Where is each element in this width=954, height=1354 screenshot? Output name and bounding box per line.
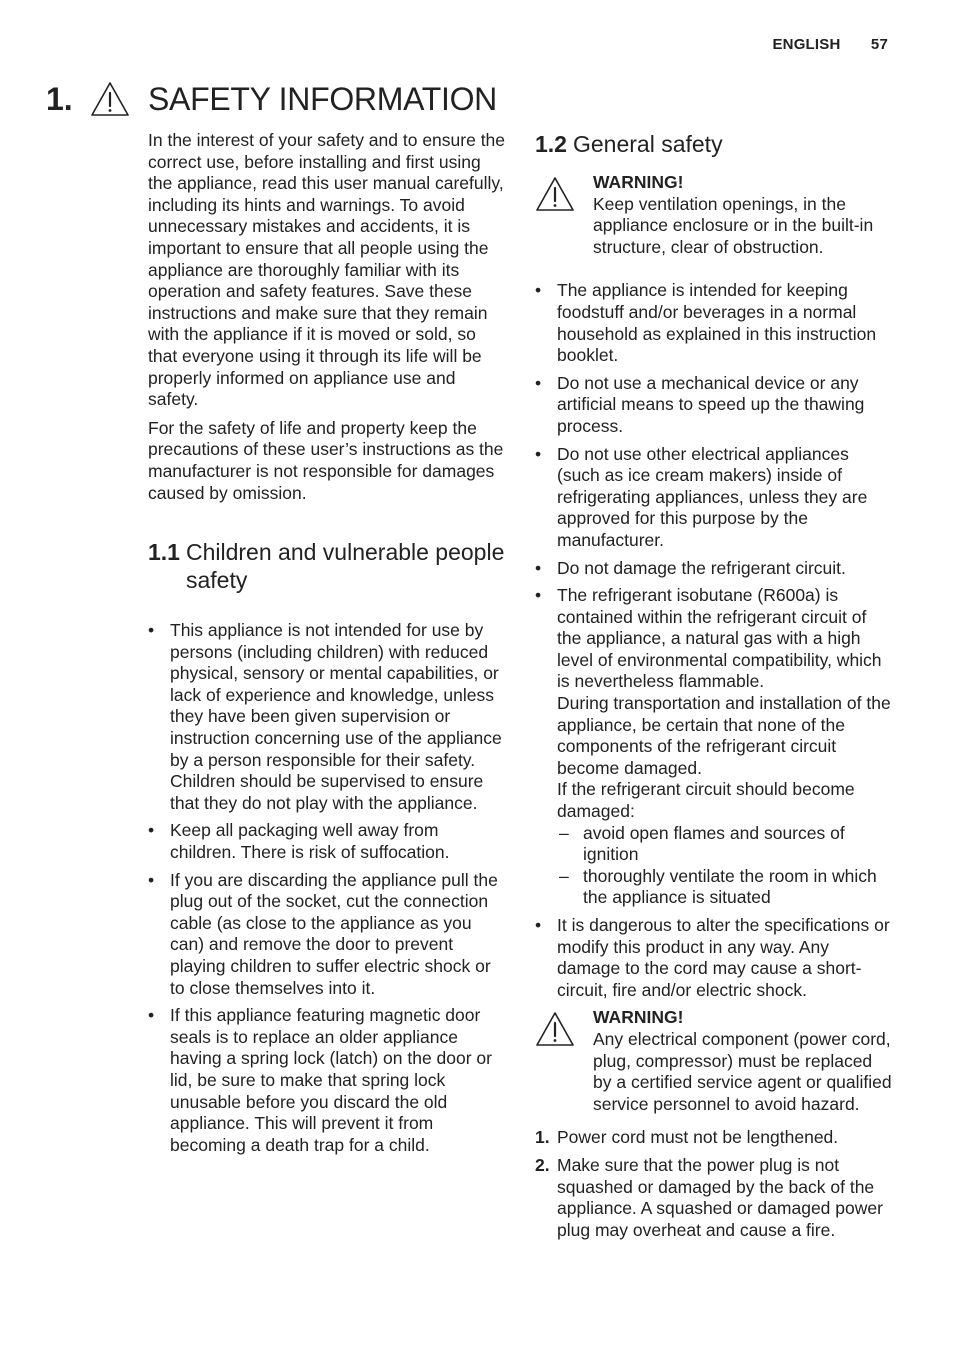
intro-paragraph: For the safety of life and property keep the precautions of these user’s instructions as the manufacturer is not responsible for damages caused by omission. bbox=[148, 417, 504, 503]
dash-list bbox=[557, 823, 895, 909]
warning-text: Any electrical component (power cord, plug, compressor) must be replaced by a certified service agent or qualified service personnel to avoid hazard. bbox=[593, 1028, 892, 1114]
list-item: • Do not use a mechanical device or any artificial means to speed up the thawing process. bbox=[535, 372, 865, 436]
page-header bbox=[772, 36, 888, 53]
list-item: • Keep all packaging well away from children. There is risk of suffocation. bbox=[148, 820, 450, 863]
section-title bbox=[46, 76, 497, 122]
numbered-list bbox=[535, 1127, 895, 1241]
list-item: • The appliance is intended for keeping foodstuff and/or beverages in a normal household as explained in this instruction booklet. bbox=[535, 280, 877, 366]
list-item: • Do not damage the refrigerant circuit. bbox=[535, 557, 846, 578]
subsection-heading-1-2 bbox=[535, 130, 895, 158]
warning-triangle-icon bbox=[535, 176, 575, 212]
subsection-number: 1.2 bbox=[535, 131, 567, 157]
subsection-title: General safety bbox=[572, 131, 723, 157]
dash-item: – thoroughly ventilate the room in which the appliance is situated bbox=[559, 865, 877, 908]
language-label: ENGLISH bbox=[772, 36, 841, 53]
children-safety-list bbox=[148, 620, 508, 1156]
intro-paragraph: In the interest of your safety and to ensure the correct use, before installing and first using the appliance, read this user manual carefully, including its hints and warnings. To avoid unnecessary mistakes and accidents, it is important to ensure that all people using the appliance are thoroughly familiar with its operation and safety features. Save these instructions and make sure that they remain with the appliance if it is moved or sold, so that everyone using it through its life will be properly informed on appliance use and safety. bbox=[148, 130, 506, 410]
general-safety-list bbox=[535, 280, 895, 1001]
warning-triangle-icon bbox=[535, 1011, 575, 1047]
list-item: • The refrigerant isobutane (R600a) is contained within the refrigerant circuit of the appliance, a natural gas with a high level of environmental compatibility, which is nevertheless flammable. During transportation and installation of the appliance, be certain that none of the components of the refrigerant circuit become damaged. If the refrigerant circuit should become damaged: – avoid open flames and sources of ignition – thoroughly ventilate the room in which the appliance is situated bbox=[535, 585, 895, 909]
list-item: • Do not use other electrical appliances (such as ice cream makers) inside of refrigerating appliances, unless they are approved for this purpose by the manufacturer. bbox=[535, 443, 868, 550]
list-item: • This appliance is not intended for use by persons (including children) with reduced physical, sensory or mental capabilities, or lack of experience and knowledge, unless they have been given supervision or instruction concerning use of the appliance by a person responsible for their safety. Children should be supervised to ensure that they do not play with the appliance. bbox=[148, 620, 502, 813]
warning-box bbox=[535, 1007, 895, 1115]
left-column bbox=[148, 130, 508, 1162]
numbered-item: 1. Power cord must not be lengthened. bbox=[535, 1127, 839, 1148]
warning-triangle-icon bbox=[90, 81, 130, 117]
subsection-title: Children and vulnerable people safety bbox=[185, 539, 505, 594]
warning-title: WARNING! bbox=[593, 172, 684, 192]
warning-text: Keep ventilation openings, in the appliance enclosure or in the built-in structure, clear of obstruction. bbox=[593, 193, 874, 257]
warning-box bbox=[535, 172, 895, 258]
list-item: • If you are discarding the appliance pull the plug out of the socket, cut the connection cable (as close to the appliance as you can) and remove the door to prevent playing children to suffer electric shock or to close themselves into it. bbox=[148, 869, 498, 998]
dash-item: – avoid open flames and sources of ignition bbox=[559, 822, 845, 865]
list-item: • It is dangerous to alter the specifications or modify this product in any way. Any damage to the cord may cause a short- circuit, fire and/or electric shock. bbox=[535, 915, 890, 1000]
numbered-item: 2. Make sure that the power plug is not squashed or damaged by the back of the appliance. A squashed or damaged power plug may overheat and cause a fire. bbox=[535, 1154, 883, 1240]
subsection-number: 1.1 bbox=[148, 539, 180, 566]
subsection-heading-1-1 bbox=[148, 538, 508, 594]
page-title: SAFETY INFORMATION bbox=[148, 80, 497, 117]
warning-title: WARNING! bbox=[593, 1007, 684, 1028]
right-column bbox=[535, 130, 895, 1241]
list-item: • If this appliance featuring magnetic door seals is to replace an older appliance having a spring lock (latch) on the door or lid, be sure to make that spring lock unusable before you discard the old appliance. This will prevent it from becoming a death trap for a child. bbox=[148, 1005, 492, 1155]
section-number: 1. bbox=[46, 80, 73, 117]
page-number: 57 bbox=[870, 36, 888, 53]
